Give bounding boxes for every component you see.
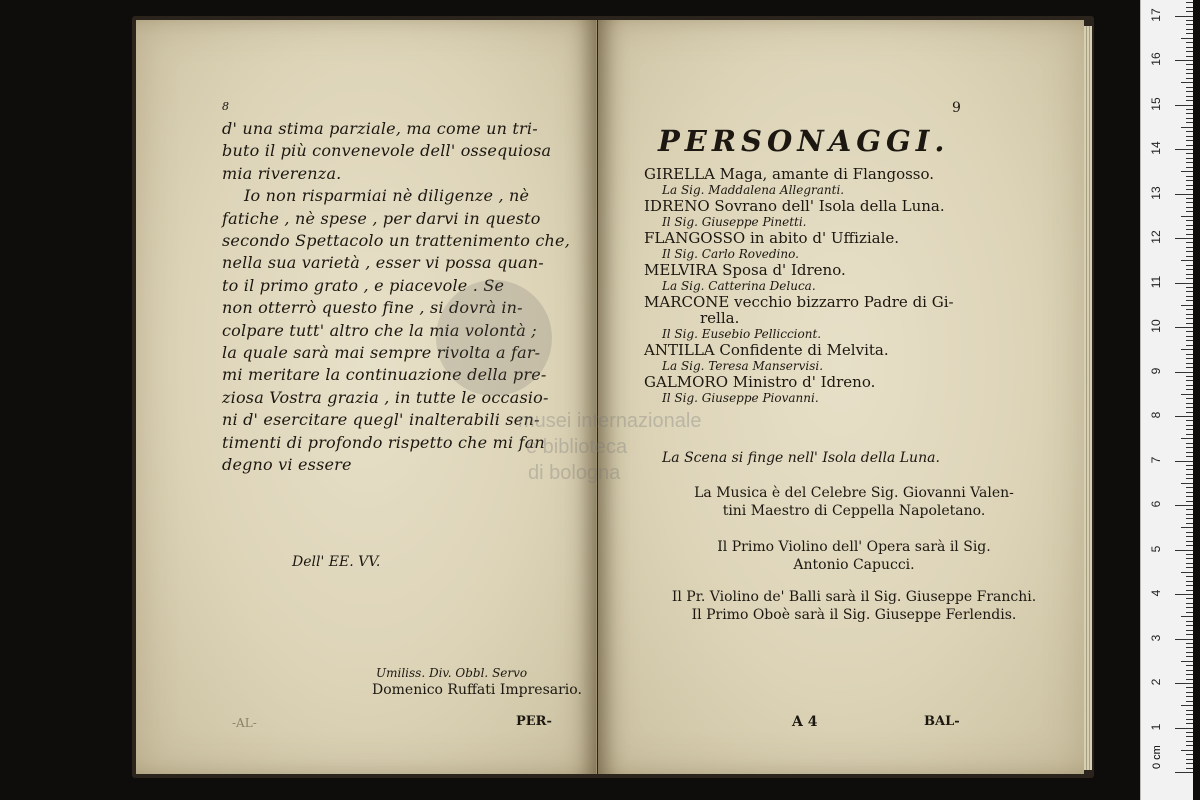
ruler-tick — [1186, 478, 1193, 479]
ruler-tick — [1175, 194, 1193, 195]
ruler-number: 3 — [1149, 634, 1163, 641]
ruler-tick — [1186, 501, 1193, 502]
ruler-tick — [1175, 594, 1193, 595]
ruler-tick — [1186, 207, 1193, 208]
ruler-number: 5 — [1149, 545, 1163, 552]
ruler-tick — [1186, 336, 1193, 337]
ruler-tick — [1181, 349, 1193, 350]
ruler-number: 9 — [1149, 367, 1163, 374]
ruler-tick — [1181, 216, 1193, 217]
ruler-tick — [1186, 314, 1193, 315]
ruler-tick — [1186, 367, 1193, 368]
ruler-tick — [1186, 118, 1193, 119]
ruler-tick — [1186, 64, 1193, 65]
ruler-tick — [1186, 296, 1193, 297]
dedication-line: Io non risparmiai nè diligenze , nè — [244, 186, 530, 206]
ruler-tick — [1186, 670, 1193, 671]
ruler-tick — [1186, 376, 1193, 377]
dedication-line: degno vi essere — [222, 455, 352, 475]
ruler-tick — [1186, 625, 1193, 626]
ruler-tick — [1186, 634, 1193, 635]
open-book — [132, 16, 1094, 778]
ruler-tick — [1181, 616, 1193, 617]
ruler-tick — [1186, 741, 1193, 742]
ruler-tick — [1186, 140, 1193, 141]
ruler-tick — [1186, 153, 1193, 154]
ruler-tick — [1186, 643, 1193, 644]
ruler-tick — [1186, 523, 1193, 524]
ruler-tick — [1175, 728, 1193, 729]
character-role: MARCONE vecchio bizzarro Padre di Gi- — [644, 293, 954, 311]
right-page — [598, 20, 1084, 774]
ruler-tick — [1175, 238, 1193, 239]
performer-name: Il Sig. Eusebio Pellicciont. — [662, 327, 822, 341]
ruler-tick — [1175, 105, 1193, 106]
ballet-line: Il Primo Oboè sarà il Sig. Giuseppe Ferlendis. — [691, 607, 1017, 623]
ruler-tick — [1186, 536, 1193, 537]
faint-mark: -AL- — [232, 716, 257, 730]
ruler-tick — [1175, 416, 1193, 417]
ruler-unit-label: 0 cm — [1151, 745, 1163, 769]
ruler-tick — [1186, 665, 1193, 666]
ruler-tick — [1181, 661, 1193, 662]
ruler-tick — [1186, 759, 1193, 760]
ruler-tick — [1186, 47, 1193, 48]
ruler-tick — [1186, 363, 1193, 364]
ruler-number: 8 — [1149, 411, 1163, 419]
dedication-line: to il primo grato , e piacevole . Se — [222, 275, 505, 295]
ruler-tick — [1186, 732, 1193, 733]
ruler-tick — [1186, 318, 1193, 319]
ruler-tick — [1186, 242, 1193, 243]
ruler-tick — [1186, 612, 1193, 613]
character-role: IDRENO Sovrano dell' Isola della Luna. — [644, 197, 945, 215]
character-role: ANTILLA Confidente di Melvita. — [644, 341, 889, 359]
violin-line: Antonio Capucci. — [793, 557, 915, 573]
dedication-line: buto il più convenevole dell' ossequiosa — [222, 141, 552, 161]
ruler-number: 4 — [1149, 589, 1163, 597]
ruler-tick — [1186, 581, 1193, 582]
dedication-text — [222, 118, 576, 477]
ruler-tick — [1186, 412, 1193, 413]
ruler-tick — [1186, 247, 1193, 248]
ruler-tick — [1186, 736, 1193, 737]
ruler-tick — [1186, 287, 1193, 288]
ruler-tick — [1186, 398, 1193, 399]
ruler-tick — [1186, 136, 1193, 137]
ruler-tick — [1186, 607, 1193, 608]
signature-mark: A 4 — [792, 714, 818, 730]
watermark-text: e biblioteca — [526, 436, 628, 458]
music-line: tini Maestro di Ceppella Napoletano. — [722, 503, 986, 519]
ruler-tick — [1186, 87, 1193, 88]
ruler-tick — [1175, 283, 1193, 284]
ruler-tick — [1175, 639, 1193, 640]
ruler-tick — [1181, 705, 1193, 706]
ruler-tick — [1186, 109, 1193, 110]
ruler-tick — [1186, 710, 1193, 711]
ruler-tick — [1186, 492, 1193, 493]
ruler-tick — [1186, 754, 1193, 755]
signature-impresario: Domenico Ruffati Impresario. — [372, 682, 582, 698]
ruler-tick — [1186, 265, 1193, 266]
ruler-tick — [1186, 189, 1193, 190]
ruler-tick — [1186, 29, 1193, 30]
page-heading: PERSONAGGI. — [658, 124, 950, 158]
performer-name: La Sig. Maddalena Allegranti. — [662, 183, 845, 197]
violin-line: Il Primo Violino dell' Opera sarà il Sig. — [717, 539, 991, 555]
ruler-tick — [1181, 305, 1193, 306]
ruler-tick — [1181, 438, 1193, 439]
ruler-tick — [1186, 621, 1193, 622]
ruler-number: 12 — [1149, 230, 1163, 244]
ruler-tick — [1186, 630, 1193, 631]
ruler-number: 14 — [1149, 141, 1163, 155]
ruler-number: 1 — [1149, 723, 1163, 730]
ruler-tick — [1186, 652, 1193, 653]
ruler-tick — [1186, 385, 1193, 386]
ruler-tick — [1186, 567, 1193, 568]
character-role: GIRELLA Maga, amante di Flangosso. — [644, 165, 935, 183]
ruler-tick — [1175, 683, 1193, 684]
scene-note: La Scena si finge nell' Isola della Luna. — [662, 450, 940, 466]
ruler-tick — [1186, 674, 1193, 675]
ruler-tick — [1186, 122, 1193, 123]
ruler-number: 7 — [1149, 456, 1163, 463]
ruler-tick — [1186, 434, 1193, 435]
page-number-left: 8 — [222, 100, 229, 113]
watermark-text: di bologna — [528, 462, 621, 484]
ruler-tick — [1186, 745, 1193, 746]
ruler-tick — [1175, 60, 1193, 61]
dedication-line: ziosa Vostra grazia , in tutte le occasio- — [222, 387, 549, 407]
ruler-tick — [1186, 452, 1193, 453]
ruler-tick — [1186, 425, 1193, 426]
ruler-tick — [1186, 73, 1193, 74]
ruler-tick — [1175, 372, 1193, 373]
ruler-tick — [1186, 469, 1193, 470]
performer-name: Il Sig. Giuseppe Piovanni. — [662, 391, 819, 405]
ruler-tick — [1186, 576, 1193, 577]
ruler-tick — [1186, 42, 1193, 43]
ruler-tick — [1186, 598, 1193, 599]
ruler-tick — [1175, 327, 1193, 328]
ruler-tick — [1186, 429, 1193, 430]
ruler-tick — [1186, 407, 1193, 408]
ruler-tick — [1186, 696, 1193, 697]
ruler-tick — [1186, 251, 1193, 252]
dedication-line: fatiche , nè spese , per darvi in questo — [222, 208, 541, 228]
ruler-tick — [1186, 234, 1193, 235]
ruler-tick — [1181, 572, 1193, 573]
ruler-number: 11 — [1149, 275, 1163, 288]
ruler-tick — [1186, 380, 1193, 381]
ruler-tick — [1186, 474, 1193, 475]
ruler-tick — [1186, 198, 1193, 199]
music-line: La Musica è del Celebre Sig. Giovanni Valen- — [694, 485, 1014, 501]
ruler-tick — [1181, 127, 1193, 128]
ruler-tick — [1186, 225, 1193, 226]
ruler-tick — [1181, 483, 1193, 484]
ruler-tick — [1186, 229, 1193, 230]
ruler-tick — [1186, 714, 1193, 715]
ruler-tick — [1181, 38, 1193, 39]
ruler-tick — [1186, 158, 1193, 159]
catchword-left: PER- — [516, 714, 552, 729]
ruler-tick — [1186, 345, 1193, 346]
ruler-tick — [1186, 541, 1193, 542]
ruler-tick — [1186, 656, 1193, 657]
ruler-tick — [1186, 100, 1193, 101]
ruler-number: 2 — [1149, 678, 1163, 686]
measurement-ruler — [1140, 0, 1193, 800]
ruler-tick — [1175, 149, 1193, 150]
cast-list — [644, 166, 1074, 406]
ruler-tick — [1186, 309, 1193, 310]
closing-line: Dell' EE. VV. — [292, 554, 381, 570]
ruler-tick — [1186, 96, 1193, 97]
ruler-tick — [1175, 461, 1193, 462]
ruler-tick — [1186, 291, 1193, 292]
ruler-tick — [1181, 394, 1193, 395]
ruler-tick — [1181, 527, 1193, 528]
ruler-tick — [1186, 51, 1193, 52]
ruler-number: 15 — [1149, 96, 1163, 111]
ruler-tick — [1186, 113, 1193, 114]
ruler-tick — [1186, 687, 1193, 688]
ruler-tick — [1186, 323, 1193, 324]
ruler-tick — [1186, 69, 1193, 70]
ruler-tick — [1186, 2, 1193, 3]
ruler-tick — [1186, 180, 1193, 181]
ruler-number: 13 — [1149, 185, 1163, 200]
ruler-tick — [1186, 723, 1193, 724]
ruler-tick — [1186, 545, 1193, 546]
ruler-tick — [1181, 171, 1193, 172]
servo-line: Umiliss. Div. Obbl. Servo — [376, 666, 528, 680]
character-role-continued: rella. — [700, 309, 740, 327]
ballet-credits — [644, 588, 1064, 624]
dedication-line: la quale sarà mai sempre rivolta a far- — [222, 343, 541, 363]
ruler-tick — [1186, 603, 1193, 604]
ruler-tick — [1186, 340, 1193, 341]
ruler-tick — [1186, 647, 1193, 648]
violin-credit — [644, 538, 1064, 574]
ruler-tick — [1186, 389, 1193, 390]
ruler-tick — [1186, 509, 1193, 510]
ruler-tick — [1186, 558, 1193, 559]
dedication-line: secondo Spettacolo un trattenimento che, — [222, 231, 571, 251]
ruler-tick — [1186, 358, 1193, 359]
ruler-tick — [1186, 202, 1193, 203]
ruler-tick — [1186, 563, 1193, 564]
ruler-tick — [1186, 403, 1193, 404]
character-role: MELVIRA Sposa d' Idreno. — [644, 261, 846, 279]
ruler-tick — [1186, 185, 1193, 186]
left-page — [136, 20, 597, 774]
dedication-line: mi meritare la continuazione della pre- — [222, 365, 547, 385]
ruler-tick — [1186, 269, 1193, 270]
ruler-tick — [1186, 590, 1193, 591]
ruler-tick — [1186, 532, 1193, 533]
catchword-right: BAL- — [924, 714, 960, 729]
ruler-tick — [1186, 131, 1193, 132]
ruler-tick — [1181, 750, 1193, 751]
ruler-number: 16 — [1149, 52, 1163, 66]
ruler-tick — [1186, 518, 1193, 519]
ruler-tick — [1186, 33, 1193, 34]
page-edges — [1084, 26, 1092, 770]
ballet-line: Il Pr. Violino de' Balli sarà il Sig. Giuseppe Franchi. — [671, 589, 1037, 605]
ruler-tick — [1186, 176, 1193, 177]
ruler-tick — [1186, 7, 1193, 8]
ruler-tick — [1186, 701, 1193, 702]
dedication-line: timenti di profondo rispetto che mi fan — [222, 432, 545, 452]
ruler-tick — [1186, 162, 1193, 163]
ruler-tick — [1186, 24, 1193, 25]
ruler-tick — [1175, 772, 1193, 773]
ruler-tick — [1186, 585, 1193, 586]
dedication-line: mia riverenza. — [222, 163, 342, 183]
ruler-tick — [1186, 692, 1193, 693]
ruler-tick — [1186, 91, 1193, 92]
ruler-number: 17 — [1149, 7, 1163, 22]
ruler-tick — [1186, 768, 1193, 769]
performer-name: Il Sig. Carlo Rovedino. — [662, 247, 799, 261]
ruler-tick — [1186, 56, 1193, 57]
performer-name: La Sig. Teresa Manservisi. — [662, 359, 824, 373]
ruler-tick — [1186, 278, 1193, 279]
ruler-tick — [1186, 719, 1193, 720]
ruler-number: 6 — [1149, 500, 1163, 508]
ruler-tick — [1186, 443, 1193, 444]
ruler-tick — [1186, 679, 1193, 680]
ruler-tick — [1186, 447, 1193, 448]
dedication-line: non otterrò questo fine , si dovrà in- — [222, 298, 523, 318]
ruler-tick — [1186, 256, 1193, 257]
ruler-tick — [1186, 145, 1193, 146]
music-credit — [644, 484, 1064, 520]
ruler-tick — [1186, 331, 1193, 332]
performer-name: Il Sig. Giuseppe Pinetti. — [662, 215, 807, 229]
ruler-tick — [1186, 220, 1193, 221]
ruler-tick — [1186, 167, 1193, 168]
ruler-tick — [1186, 354, 1193, 355]
ruler-tick — [1186, 78, 1193, 79]
ruler-tick — [1186, 274, 1193, 275]
ruler-tick — [1186, 20, 1193, 21]
ruler-tick — [1186, 496, 1193, 497]
ruler-tick — [1186, 514, 1193, 515]
ruler-number: 10 — [1149, 319, 1163, 333]
page-number-right: 9 — [952, 100, 961, 116]
character-role: GALMORO Ministro d' Idreno. — [644, 373, 876, 391]
ruler-tick — [1175, 550, 1193, 551]
ruler-tick — [1186, 456, 1193, 457]
ruler-tick — [1175, 505, 1193, 506]
dedication-line: nella sua varietà , esser vi possa quan- — [222, 253, 544, 273]
ruler-tick — [1186, 211, 1193, 212]
performer-name: La Sig. Catterina Deluca. — [662, 279, 816, 293]
character-role: FLANGOSSO in abito d' Uffiziale. — [644, 229, 900, 247]
dedication-line: ni d' esercitare quegl' inalterabili sen- — [222, 410, 540, 430]
ruler-tick — [1186, 465, 1193, 466]
ruler-tick — [1186, 420, 1193, 421]
dedication-line: d' una stima parziale, ma come un tri- — [222, 119, 538, 138]
watermark-text: musei internazionale — [518, 410, 702, 432]
ruler-tick — [1186, 487, 1193, 488]
ruler-tick — [1181, 260, 1193, 261]
ruler-tick — [1186, 11, 1193, 12]
dedication-line: colpare tutt' altro che la mia volontà ; — [222, 320, 537, 340]
ruler-tick — [1186, 763, 1193, 764]
ruler-tick — [1175, 16, 1193, 17]
ruler-tick — [1186, 554, 1193, 555]
ruler-tick — [1181, 82, 1193, 83]
ruler-tick — [1186, 300, 1193, 301]
